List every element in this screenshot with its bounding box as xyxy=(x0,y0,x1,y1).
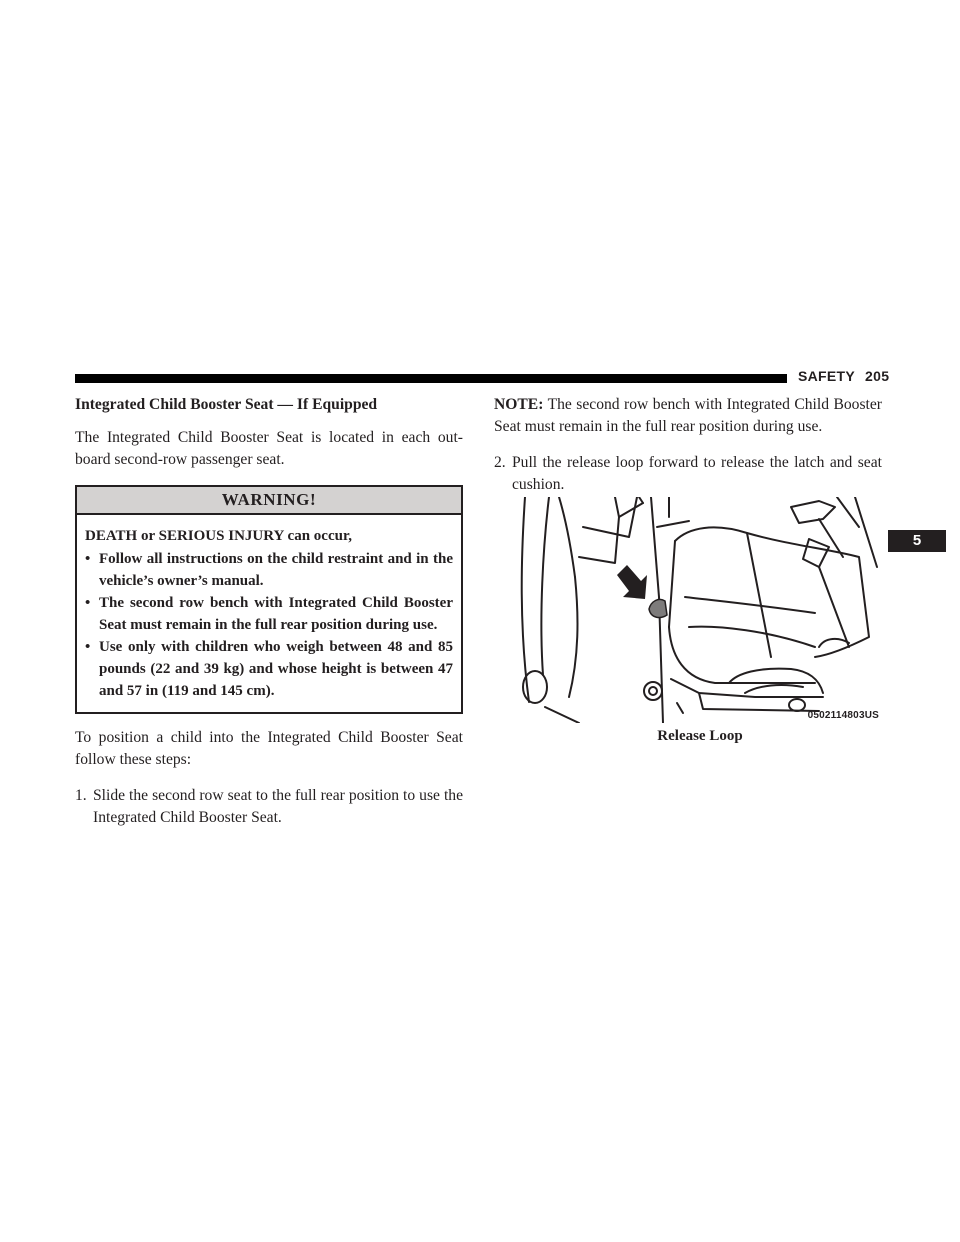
right-column xyxy=(494,394,882,496)
release-loop-icon xyxy=(649,599,667,617)
warning-bullet-text: The second row bench with Integrated Child Booster Seat must remain in the full rear position during use. xyxy=(99,595,453,633)
section-title: SAFETY xyxy=(798,368,856,384)
release-loop-figure xyxy=(519,497,881,723)
intro-paragraph: The Integrated Child Booster Seat is located in each out-board second-row passenger seat. xyxy=(75,429,463,468)
warning-bullet xyxy=(85,592,453,636)
section-heading: Integrated Child Booster Seat — If Equipped xyxy=(75,396,378,413)
step-number: 1. xyxy=(75,787,87,804)
chapter-tab[interactable]: 5 xyxy=(888,530,946,552)
page-number: 205 xyxy=(865,368,890,384)
step-text: Pull the release loop forward to release the latch and seat cushion. xyxy=(512,454,882,493)
warning-body xyxy=(77,515,461,712)
note-text: The second row bench with Integrated Child Booster Seat must remain in the full rear position during use. xyxy=(494,396,882,435)
bullet-icon: • xyxy=(85,595,91,611)
seat-illustration xyxy=(519,497,881,723)
warning-bullet xyxy=(85,548,453,592)
warning-bullet-text: Follow all instructions on the child restraint and in the vehicle’s owner’s manual. xyxy=(99,551,453,589)
bullet-icon: • xyxy=(85,551,91,567)
step-text: Slide the second row seat to the full rear position to use the Integrated Child Booster Seat. xyxy=(93,787,463,826)
figure-caption: Release Loop xyxy=(657,728,743,744)
warning-intro: DEATH or SERIOUS INJURY can occur, xyxy=(85,528,352,544)
note-paragraph xyxy=(494,394,882,438)
note-label: NOTE: xyxy=(494,396,544,413)
step-number: 2. xyxy=(494,454,506,471)
warning-title: WARNING! xyxy=(77,487,461,515)
figure-id: 0502114803US xyxy=(807,710,879,721)
arrow-icon xyxy=(617,565,647,599)
step-2 xyxy=(494,452,882,496)
position-paragraph: To position a child into the Integrated Child Booster Seat follow these steps: xyxy=(75,729,463,768)
running-header xyxy=(798,368,889,384)
header-rule xyxy=(75,374,787,383)
left-column xyxy=(75,394,463,829)
bullet-icon: • xyxy=(85,639,91,655)
warning-box xyxy=(75,485,463,714)
warning-bullet-text: Use only with children who weigh between 48 and 85 pounds (22 and 39 kg) and whose height is between 47 and 57 in (119 and 145 cm). xyxy=(99,639,453,699)
warning-bullet xyxy=(85,636,453,702)
step-1 xyxy=(75,785,463,829)
